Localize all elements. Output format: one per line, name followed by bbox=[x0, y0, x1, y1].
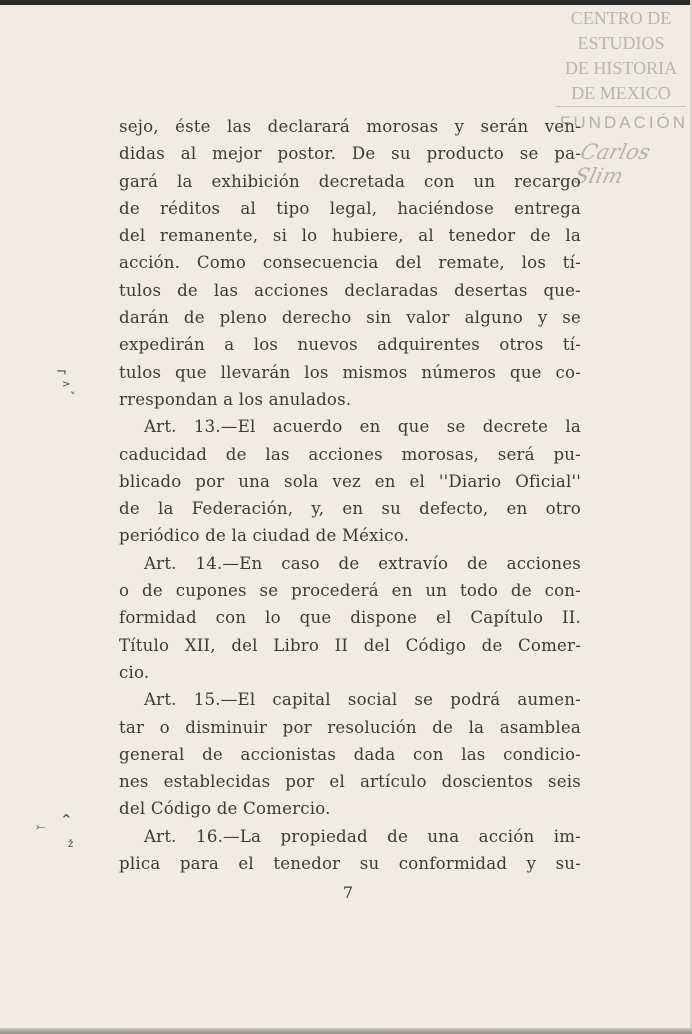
text-line: del remanente, si lo hubiere, al tenedor de la bbox=[119, 226, 581, 246]
text-line: acción. Como consecuencia del remate, los tí- bbox=[119, 253, 581, 273]
article-13-heading: Art. 13.—El acuerdo en que se decrete la bbox=[144, 417, 581, 437]
watermark-signature: Carlos Slim bbox=[572, 140, 653, 188]
text-line: blicado por una sola vez en el ''Diario Oficial'' bbox=[119, 471, 581, 491]
margin-mark: ž bbox=[68, 839, 74, 850]
text-line: periódico de la ciudad de México. bbox=[119, 526, 410, 546]
text-line: formidad con lo que dispone el Capítulo II. bbox=[119, 608, 581, 628]
watermark-line: DE MEXICO bbox=[571, 83, 671, 103]
text-line: rrespondan a los anulados. bbox=[119, 389, 352, 409]
article-15-heading: Art. 15.—El capital social se podrá aumen- bbox=[144, 690, 581, 710]
text-line: tar o disminuir por resolución de la asamblea bbox=[119, 717, 581, 737]
text-line: sejo, éste las declarará morosas y serán ven- bbox=[119, 117, 581, 136]
text-line: del Código de Comercio. bbox=[119, 799, 331, 819]
text-line: o de cupones se procederá en un todo de con- bbox=[119, 581, 581, 601]
margin-mark: ⌃ bbox=[60, 811, 73, 829]
margin-mark: ⤚ bbox=[36, 819, 46, 833]
article-16-heading: Art. 16.—La propiedad de una acción im- bbox=[144, 826, 581, 846]
margin-mark: ¬ bbox=[56, 365, 67, 380]
text-line: gará la exhibición decretada con un recargo bbox=[119, 171, 581, 191]
text-line: expedirán a los nuevos adquirentes otros tí- bbox=[119, 335, 581, 355]
margin-mark: ˅ bbox=[70, 390, 76, 403]
watermark-stamp bbox=[553, 6, 689, 106]
text-line: didas al mejor postor. De su producto se pa- bbox=[119, 144, 581, 164]
watermark-divider bbox=[556, 106, 686, 107]
watermark-line: DE HISTORIA bbox=[564, 58, 678, 78]
article-14-heading: Art. 14.—En caso de extravío de acciones bbox=[144, 553, 581, 573]
text-line: cio. bbox=[119, 662, 150, 682]
text-line: tulos de las acciones declaradas desertas que- bbox=[119, 280, 581, 300]
text-line: tulos que llevarán los mismos números que co- bbox=[119, 362, 581, 382]
text-line: plica para el tenedor su conformidad y su- bbox=[119, 854, 581, 874]
text-line: de la Federación, y, en su defecto, en otro bbox=[119, 499, 581, 519]
watermark-line: CENTRO DE bbox=[570, 8, 672, 28]
scan-edge-top bbox=[0, 0, 692, 5]
watermark-fundacion: FUNDACIÓN bbox=[560, 113, 689, 132]
watermark-line: ESTUDIOS bbox=[577, 33, 665, 53]
text-line: darán de pleno derecho sin valor alguno y se bbox=[119, 308, 581, 328]
text-line: nes establecidas por el artículo doscientos seis bbox=[119, 772, 581, 792]
margin-mark: > bbox=[62, 379, 71, 390]
page-number: 7 bbox=[342, 883, 354, 902]
text-line: caducidad de las acciones morosas, será pu- bbox=[119, 444, 581, 464]
scan-edge-bottom bbox=[0, 1028, 692, 1034]
document-body bbox=[119, 113, 581, 877]
text-line: Título XII, del Libro II del Código de Comer- bbox=[119, 635, 581, 655]
text-line: de réditos al tipo legal, haciéndose entrega bbox=[119, 198, 581, 218]
text-line: general de accionistas dada con las condicio- bbox=[119, 744, 581, 764]
